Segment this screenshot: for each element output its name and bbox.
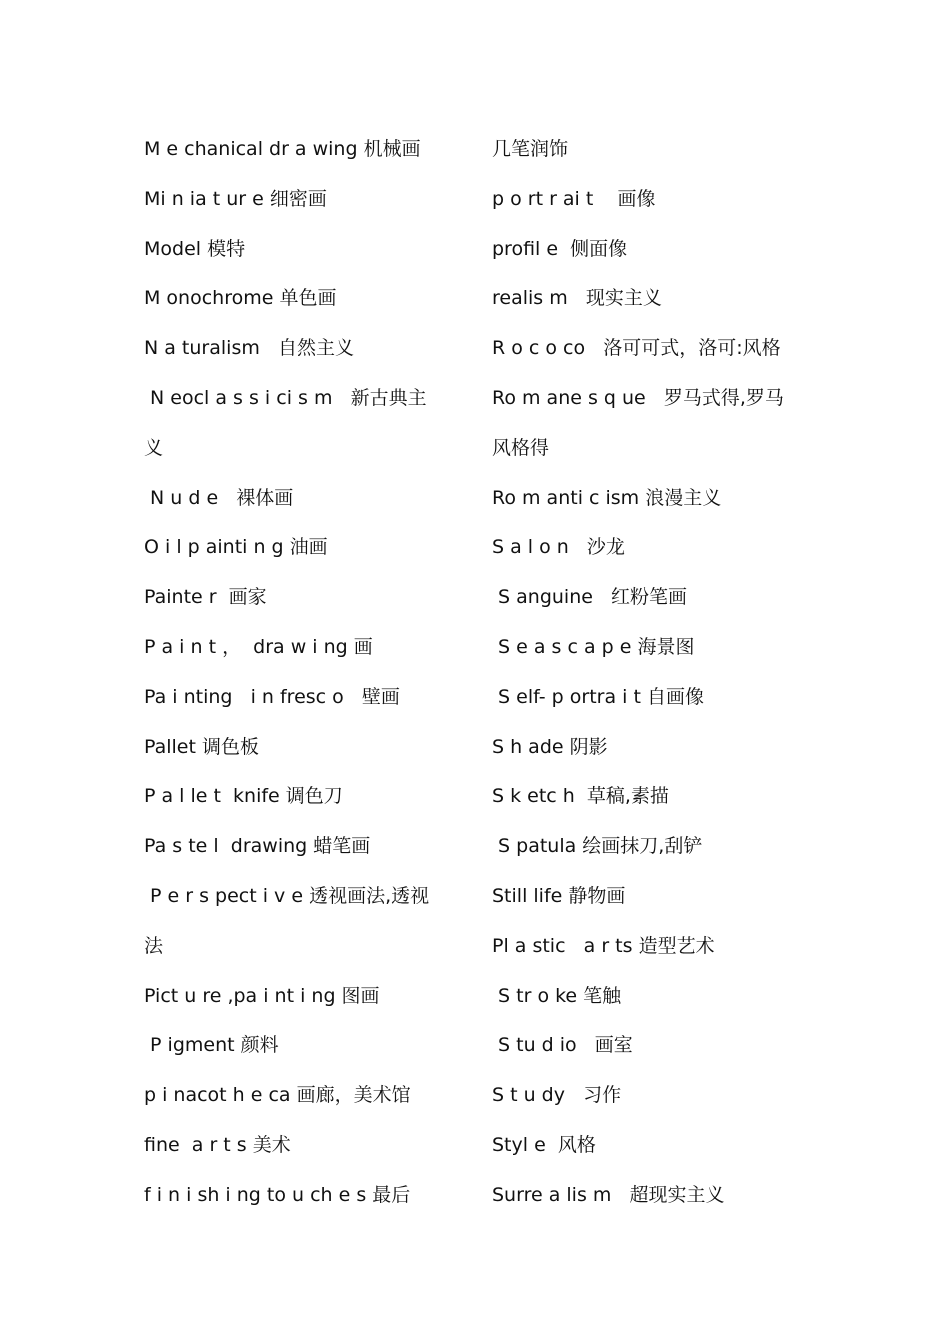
left-glossary-entry: Painte r 画家 — [144, 586, 267, 609]
left-glossary-entry: М e chanical dr a wing 机械画 — [144, 138, 421, 160]
left-glossary-entry: N a turalism 自然主义 — [144, 337, 354, 360]
left-glossary-entry: Mi n ia t ur e 细密画 — [144, 187, 327, 210]
left-glossary-entry: P a i n t ， dra w i ng 画 — [144, 635, 373, 658]
left-glossary-entry: Pallet 调色板 — [144, 735, 259, 758]
left-glossary-entry: Model 模特 — [144, 237, 246, 260]
right-glossary-entry: Ro m anti c ism 浪漫主义 — [492, 486, 722, 509]
left-glossary-entry: P e r s pect i v e 透视画法,透视 — [144, 884, 430, 907]
right-glossary-entry: profil e 侧面像 — [492, 237, 628, 260]
right-column — [492, 125, 822, 1221]
right-glossary-entry: S t u dy 习作 — [492, 1084, 622, 1107]
right-glossary-entry: S tu d io 画室 — [492, 1034, 633, 1057]
right-glossary-entry: S e a s c a p e 海景图 — [492, 635, 695, 658]
left-glossary-entry: 义 — [144, 436, 164, 459]
left-glossary-entry: N u d e 裸体画 — [144, 486, 294, 509]
right-glossary-entry: S patula 绘画抹刀,刮铲 — [492, 835, 703, 858]
left-glossary-entry: fine a r t s 美术 — [144, 1133, 291, 1156]
right-glossary-entry: 几笔润饰 — [492, 138, 569, 160]
right-glossary-entry: 风格得 — [492, 436, 550, 459]
left-glossary-entry: 法 — [144, 934, 164, 957]
right-glossary-entry: S h ade 阴影 — [492, 735, 608, 758]
left-glossary-entry: p i nacot h e ca 画廊，美术馆 — [144, 1084, 411, 1107]
left-glossary-entry: Pa i nting i n fresc o 壁画 — [144, 685, 400, 708]
right-glossary-entry: R o c o co 洛可可式，洛可:风格 — [492, 337, 781, 360]
right-glossary-entry: Ro m ane s q ue 罗马式得,罗马 — [492, 386, 784, 409]
right-glossary-entry: S anguine 红粉笔画 — [492, 586, 688, 609]
left-glossary-entry: P igment 颜料 — [144, 1034, 279, 1057]
left-glossary-entry: f i n i sh i ng to u ch e s 最后 — [144, 1183, 411, 1206]
left-glossary-entry: Pa s te l drawing 蜡笔画 — [144, 835, 371, 858]
right-glossary-entry: S tr o ke 笔触 — [492, 984, 622, 1007]
left-column — [144, 125, 474, 1221]
right-glossary-entry: S k etc h 草稿,素描 — [492, 785, 669, 808]
left-glossary-entry: N eocl a s s i ci s m 新古典主 — [144, 386, 427, 409]
right-glossary-entry: realis m 现实主义 — [492, 287, 662, 310]
right-glossary-entry: p o rt r ai t 画像 — [492, 187, 656, 210]
left-glossary-entry: P a l le t knife 调色刀 — [144, 785, 343, 808]
right-glossary-entry: Styl e 风格 — [492, 1133, 596, 1156]
right-glossary-entry: Still life 静物画 — [492, 884, 626, 907]
right-glossary-entry: S elf- p ortra i t 自画像 — [492, 685, 704, 708]
left-glossary-entry: Pict u re ,pa i nt i ng 图画 — [144, 984, 380, 1007]
right-glossary-entry: Pl a stic a r ts 造型艺术 — [492, 934, 715, 957]
right-glossary-entry: Surre a lis m 超现实主义 — [492, 1183, 725, 1206]
left-glossary-entry: M onochrome 单色画 — [144, 287, 337, 310]
left-glossary-entry: O i l p ainti n g 油画 — [144, 536, 328, 559]
right-glossary-entry: S a l o n 沙龙 — [492, 536, 625, 559]
